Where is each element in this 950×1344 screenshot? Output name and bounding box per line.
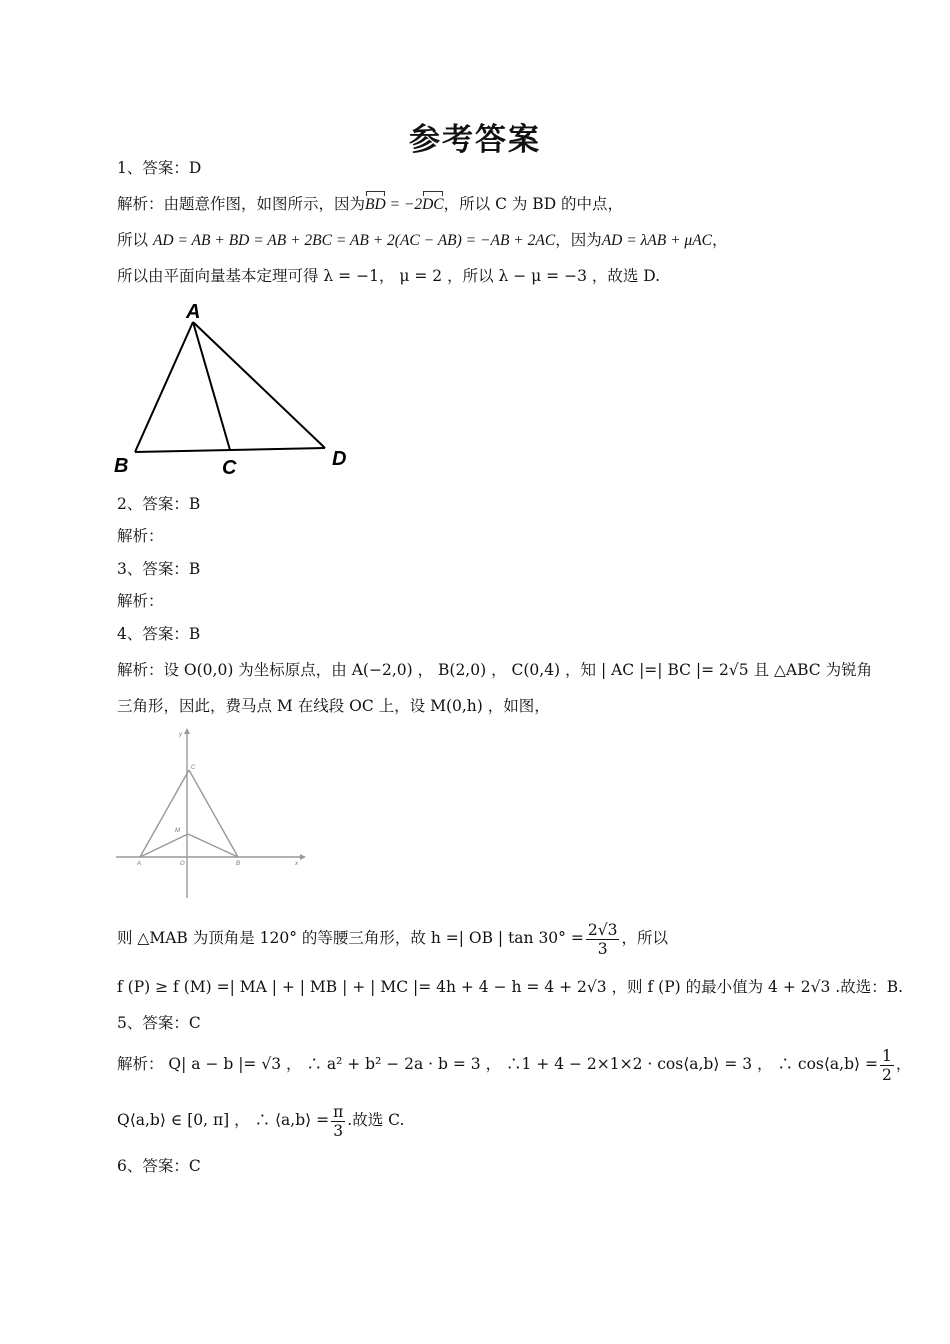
- label-b: B: [236, 861, 241, 867]
- page-title: 参考答案: [409, 122, 541, 158]
- q5-frac2-num: π: [333, 1102, 344, 1121]
- label-a: A: [186, 301, 201, 323]
- q5-answer: 5、答案：C: [117, 1014, 201, 1032]
- edge-ac: [140, 770, 189, 857]
- edge-ab: [135, 322, 193, 452]
- q5-frac1-den: 2: [881, 1065, 892, 1084]
- q5-frac2-den: 3: [333, 1121, 344, 1140]
- q3-answer: 3、答案：B: [117, 560, 201, 578]
- q3-solution: 解析：: [117, 592, 164, 610]
- label-b: B: [114, 455, 129, 477]
- label-y: y: [179, 732, 182, 738]
- edge-ac: [193, 322, 230, 450]
- q5-fraction-2: [331, 1103, 345, 1140]
- q1-solution-line1: [117, 193, 623, 216]
- q1-eq1: = −2: [385, 196, 423, 213]
- q1-sol-mid: ，所以 C 为 BD 的中点，: [443, 195, 624, 213]
- label-d: D: [332, 448, 347, 470]
- q5-line1-suffix: ，: [895, 1055, 912, 1073]
- edge-bc: [189, 770, 238, 857]
- q2-answer: 2、答案：B: [117, 495, 201, 513]
- q1-sol-prefix: 解析：由题意作图，如图所示，因为: [117, 195, 366, 213]
- q5-line2-prefix: Q⟨a,b⟩ ∈ [0, π] ， ∴ ⟨a,b⟩ =: [117, 1111, 330, 1129]
- q1-line2-prefix: 所以: [117, 231, 149, 249]
- q5-line1-prefix: 解析： Q| a − b |= √3 ， ∴ a² + b² − 2a · b = 3 ， ∴1 + 4 − 2×1×2 · cos⟨a,b⟩ = 3 ， ∴ cos⟨a,b⟩ =: [117, 1055, 878, 1073]
- y-arrow: [184, 728, 190, 734]
- edge-bm: [188, 834, 238, 857]
- q1-line2-end: ，: [712, 231, 728, 249]
- q1-answer: 1、答案：D: [117, 159, 202, 177]
- label-m: M: [175, 828, 180, 834]
- label-o: O: [180, 861, 185, 867]
- label-c: C: [222, 457, 237, 479]
- q4-coordinate-figure: [112, 728, 307, 903]
- q4-line3-suffix: ，所以: [621, 929, 668, 947]
- q1-triangle-figure: [110, 300, 360, 480]
- q2-solution: 解析：: [117, 527, 164, 545]
- q4-frac-den: 3: [597, 939, 608, 958]
- label-c: C: [191, 765, 196, 771]
- q4-fraction: [586, 921, 620, 958]
- label-a: A: [137, 861, 142, 867]
- label-x: x: [295, 861, 298, 867]
- q1-line2-expr2: AD = λAB + μAC: [601, 232, 713, 249]
- q4-line3-prefix: 则 △MAB 为顶角是 120° 的等腰三角形，故 h =| OB | tan 30° =: [117, 929, 584, 947]
- q5-solution-line1: [117, 1044, 911, 1084]
- q1-solution-line2: [117, 229, 728, 252]
- q1-solution-line3: 所以由平面向量基本定理可得 λ = −1， μ = 2 ，所以 λ − μ = −3 ，故选 D.: [117, 267, 661, 285]
- q1-line2-suffix: ，因为: [555, 231, 602, 249]
- q5-line2-suffix: .故选 C.: [347, 1111, 405, 1129]
- q4-answer: 4、答案：B: [117, 625, 201, 643]
- q4-solution-line2: 三角形，因此，费马点 M 在线段 OC 上，设 M(0,h) ，如图，: [117, 697, 550, 715]
- q1-line2-expr: AD = AB + BD = AB + 2BC = AB + 2(AC − AB) = −AB + 2AC: [152, 232, 556, 249]
- q4-solution-line4: f (P) ≥ f (M) =| MA | + | MB | + | MC |= 4h + 4 − h = 4 + 2√3 ，则 f (P) 的最小值为 4 + 2√3 .故选：B.: [117, 978, 904, 996]
- q5-solution-line2: [117, 1100, 404, 1140]
- edge-ad: [193, 322, 325, 448]
- q5-frac1-num: 1: [881, 1046, 892, 1065]
- q1-vec-bd: BD: [365, 194, 386, 216]
- q6-answer: 6、答案：C: [117, 1157, 201, 1175]
- q4-frac-num: 2√3: [587, 920, 618, 939]
- x-arrow: [300, 854, 306, 860]
- q5-fraction-1: [880, 1047, 894, 1084]
- q4-solution-line1: 解析：设 O(0,0) 为坐标原点，由 A(−2,0) ， B(2,0) ， C(0,4) ，知 | AC |=| BC |= 2√5 且 △ABC 为锐角: [117, 661, 873, 679]
- q4-solution-line3: [117, 918, 668, 958]
- q1-vec-dc: DC: [422, 194, 444, 216]
